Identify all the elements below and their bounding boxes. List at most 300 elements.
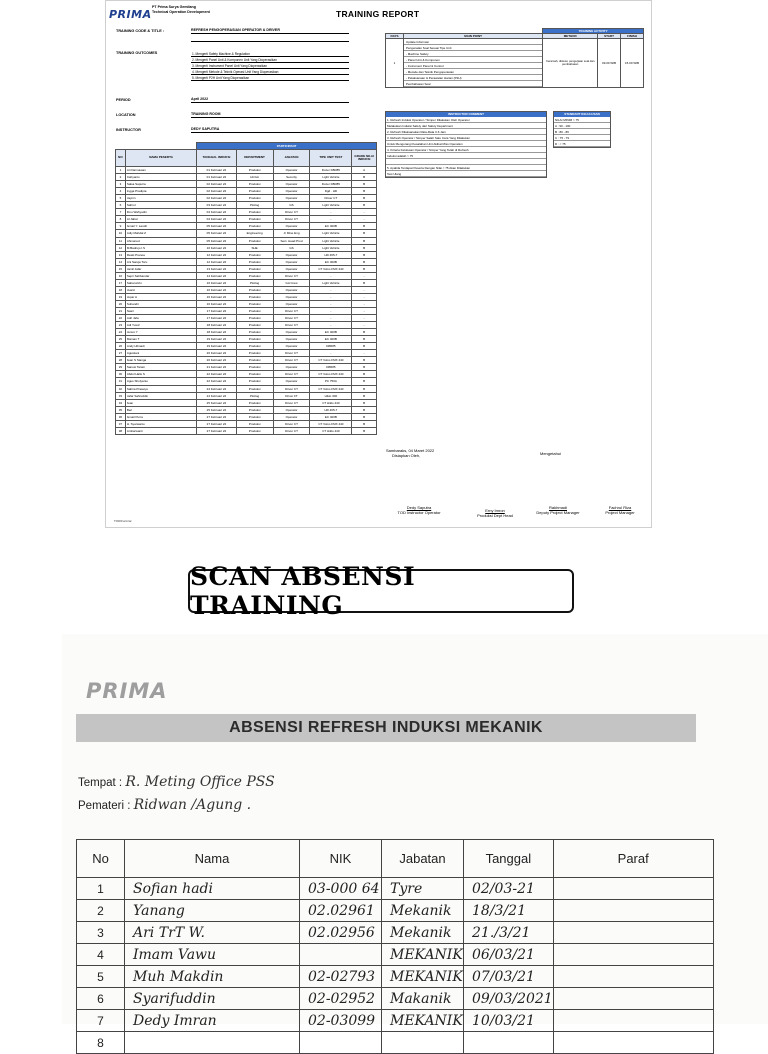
signature-role: TOD Instructor Operator — [397, 509, 441, 515]
participant-cell: 21 — [116, 307, 126, 314]
signature-name: Dedy Saputra — [406, 505, 432, 510]
participant-cell: B — [352, 336, 377, 343]
attendance-cell: 03-000 64 — [300, 878, 382, 900]
participant-cell: Operator — [273, 378, 310, 385]
participant-cell: Jr Mine Eng — [273, 230, 310, 237]
participant-cell: Operator — [273, 265, 310, 272]
participant-cell: 02 Februari 22 — [197, 181, 236, 188]
participant-cell: Light Vehicle — [310, 174, 352, 181]
paraf-signature — [553, 988, 713, 1010]
section-banner — [188, 562, 574, 620]
participant-cell: SHE — [236, 244, 273, 251]
activity-points — [403, 39, 542, 88]
participant-cell: Driver CT — [273, 209, 310, 216]
participant-cell: 17 Februari 22 — [197, 307, 236, 314]
attendance-title-bar — [76, 714, 696, 742]
participant-cell: 32 — [116, 385, 126, 392]
participant-cell: - — [310, 322, 352, 329]
outcomes-label: TRAINING OUTCOMES — [116, 51, 158, 55]
comment-line: 5. Apabila Terdapat Peserta Dengan Nilai < 75 Akan Dilakukan — [386, 165, 546, 171]
participant-cell: Produksi — [236, 357, 273, 364]
attendance-cell: 02.02956 — [300, 922, 382, 944]
col-no: No — [77, 840, 125, 878]
participant-cell: 13 Februari 22 — [197, 265, 236, 272]
participant-cell: 12 Februari 22 — [197, 251, 236, 258]
paraf-signature — [553, 1032, 713, 1054]
participant-cell: 01 Februari 22 — [197, 174, 236, 181]
participant-cell: 37 — [116, 420, 126, 427]
participant-cell: Produksi — [236, 307, 273, 314]
participant-cell: 05 Februari 22 — [197, 230, 236, 237]
participant-cell: Plotlog — [236, 392, 273, 399]
attendance-cell — [125, 1032, 300, 1054]
participant-cell: 25 — [116, 336, 126, 343]
signature-role: Deputy Project Manager — [536, 509, 580, 515]
participant-row — [116, 279, 377, 286]
signature-dept-head — [464, 509, 526, 519]
attendance-row — [77, 966, 714, 988]
participant-cell: Produksi — [236, 258, 273, 265]
participant-cell: Jamil Jafar — [125, 265, 196, 272]
tempat-value: R. Meting Office PSS — [125, 774, 275, 790]
comment-line: 3. Refresh Operator / Simper Salah Satu Cara Yang Dilakukan — [386, 135, 546, 141]
participant-cell: 17 Februari 22 — [197, 315, 236, 322]
participant-row — [116, 300, 377, 307]
participant-cell: 16 — [116, 272, 126, 279]
participant-cell: Adri Jafa — [125, 315, 196, 322]
activity-table — [385, 28, 644, 88]
participant-cell: Jenus Y — [125, 329, 196, 336]
attendance-cell — [300, 944, 382, 966]
attendance-cell: MEKANIK — [382, 944, 464, 966]
participant-cell: Plotlog — [236, 202, 273, 209]
standard-line: NILAI MINIM > 75 — [554, 117, 610, 123]
participant-cell: Plotlog — [236, 279, 273, 286]
participant-cell: 26 — [116, 343, 126, 350]
participant-cell: Produksi — [236, 216, 273, 223]
outcomes-list — [191, 51, 349, 81]
participant-cell: Ismail Purra — [125, 413, 196, 420]
participant-cell: 33 — [116, 392, 126, 399]
participant-cell: - — [310, 286, 352, 293]
standard-kelulusan — [553, 111, 611, 148]
outcome-item: 1. Mengerti Safety Machine & Regulation — [191, 51, 349, 57]
participant-cell: Ari Darmawan — [125, 167, 196, 174]
participant-cell: EC 400B — [310, 223, 352, 230]
participant-cell: Ismail Y. Landri — [125, 223, 196, 230]
participant-cell: Driver CT — [273, 307, 310, 314]
signature-name: Fachrul Riza — [608, 505, 632, 510]
participant-cell: 19 — [116, 293, 126, 300]
participant-cell: 18 — [116, 286, 126, 293]
participant-row — [116, 286, 377, 293]
form-code: TOD/Form/ar — [114, 519, 132, 523]
signature-name: Erny Imron — [485, 508, 505, 513]
participant-cell: B — [352, 420, 377, 427]
activity-start: 09.00 WIB — [598, 39, 621, 88]
training-report-page — [105, 0, 652, 528]
attendance-cell: 02.02961 — [300, 900, 382, 922]
participant-cell: Sanusi Taram — [125, 364, 196, 371]
participant-cell: 22 Februari 22 — [197, 371, 236, 378]
participant-cell: 27 — [116, 350, 126, 357]
participant-cell: - — [310, 216, 352, 223]
outcome-item: 5. Mengerti P2H Unit Yang Dioperasikan — [191, 75, 349, 81]
participant-cell: 20 Februari 22 — [197, 357, 236, 364]
period-label: PERIOD — [116, 98, 131, 102]
participant-cell: 22 Februari 22 — [197, 378, 236, 385]
participant-cell: Operator — [273, 258, 310, 265]
participant-cell: 04 Februari 22 — [197, 216, 236, 223]
attendance-cell: Mekanik — [382, 900, 464, 922]
participant-cell: Sahrul — [125, 202, 196, 209]
attendance-cell: 8 — [77, 1032, 125, 1054]
participant-cell: 24 Februari 22 — [197, 392, 236, 399]
participant-cell: 9 — [116, 223, 126, 230]
participant-cell: 12 — [116, 244, 126, 251]
attendance-cell — [300, 1032, 382, 1054]
attendance-row — [77, 944, 714, 966]
participant-cell: B — [352, 427, 377, 434]
attendance-cell: Ari TrT W. — [125, 922, 300, 944]
attendance-cell: Sofian hadi — [125, 878, 300, 900]
activity-point: - Instrument Panel & Kontrol — [404, 63, 542, 69]
comment-line: 2. Refresh Dilaksanakan Rata-Rata 3-6 Jam — [386, 129, 546, 135]
participant-row — [116, 195, 377, 202]
participant-row — [116, 392, 377, 399]
participant-cell: Produksi — [236, 385, 273, 392]
participant-row — [116, 350, 377, 357]
attendance-cell: 02-02952 — [300, 988, 382, 1010]
scanned-attendance-sheet — [62, 634, 768, 1050]
pemateri-label: Pemateri : — [78, 800, 131, 812]
participant-cell: M.Badrujo I.S — [125, 244, 196, 251]
attendance-table — [76, 839, 714, 1054]
participant-cell: 10 — [116, 230, 126, 237]
participant-cell: Driver CT — [310, 195, 352, 202]
participant-cell: Produksi — [236, 322, 273, 329]
participant-cell: EC 400B — [310, 329, 352, 336]
participant-cell: Operator — [273, 286, 310, 293]
attendance-cell: Muh Makdin — [125, 966, 300, 988]
participant-cell: 14 Februari 22 — [197, 272, 236, 279]
participant-cell: Iwan S Sianga — [125, 357, 196, 364]
participant-cell: 30 — [116, 371, 126, 378]
participant-cell: - — [352, 315, 377, 322]
attendance-row — [77, 922, 714, 944]
participant-header: GRADE NILAI INDUKSI — [352, 150, 377, 167]
participant-cell: B — [352, 413, 377, 420]
participant-cell: Suhandri — [125, 300, 196, 307]
participant-cell: Dozer D8R85 — [310, 181, 352, 188]
activity-point: - Pelaksanaan & Perawatan Harian (P2H) — [404, 75, 542, 81]
participant-row — [116, 223, 377, 230]
attendance-cell: Yanang — [125, 900, 300, 922]
comment-title: INSTRUCTOR COMMENT — [386, 112, 546, 117]
participant-cell: 21 Februari 22 — [197, 364, 236, 371]
paraf-signature — [553, 966, 713, 988]
participant-cell: 2 — [116, 174, 126, 181]
participant-cell: B — [352, 237, 377, 244]
instructor-label: INSTRUCTOR — [116, 128, 141, 132]
participant-header: NAMA PESERTA — [125, 150, 196, 167]
participant-cell: HCGA — [236, 174, 273, 181]
participant-cell: - — [310, 209, 352, 216]
participant-cell: 24 Februari 22 — [197, 385, 236, 392]
col-nama: Nama — [125, 840, 300, 878]
participant-cell: Operator — [273, 188, 310, 195]
participant-cell: - — [352, 216, 377, 223]
paraf-signature — [553, 1010, 713, 1032]
participant-cell: 35 — [116, 406, 126, 413]
participant-cell: Produksi — [236, 181, 273, 188]
participant-cell: Produksi — [236, 427, 273, 434]
participant-cell: Beri — [125, 406, 196, 413]
participant-header: TIPE UNIT TEST — [310, 150, 352, 167]
participant-cell: - — [310, 293, 352, 300]
attendance-cell: 2 — [77, 900, 125, 922]
participant-cell: Hiklo 300 — [310, 392, 352, 399]
participant-cell: - — [352, 322, 377, 329]
participant-cell: - — [352, 300, 377, 307]
attendance-row — [77, 988, 714, 1010]
attendance-cell: 3 — [77, 922, 125, 944]
participant-cell: 36 — [116, 413, 126, 420]
participant-cell: Driver FT — [273, 392, 310, 399]
participant-cell: B — [352, 244, 377, 251]
participant-cell: Operator — [273, 300, 310, 307]
participant-cell: B — [352, 188, 377, 195]
attendance-cell: MEKANIK — [382, 966, 464, 988]
participant-row — [116, 406, 377, 413]
participant-cell: Operator — [273, 343, 310, 350]
participant-cell: Driver CT — [273, 216, 310, 223]
participant-cell: D8R85 — [310, 343, 352, 350]
attendance-cell: 09/03/2021 — [464, 988, 554, 1010]
attendance-cell: 02/03-21 — [464, 878, 554, 900]
attendance-cell: MEKANIK — [382, 1010, 464, 1032]
participant-cell: Produksi — [236, 223, 273, 230]
participant-cell: CT Volvo FMX 440 — [310, 371, 352, 378]
code-value: REFRESH PENGOPERASIAN OPERATOR & DRIVER — [191, 28, 349, 34]
participant-cell: Ambarwanti — [125, 427, 196, 434]
participant-cell: Produksi — [236, 399, 273, 406]
prima-logo-scan: PRIMA — [86, 679, 168, 703]
participant-cell: Produksi — [236, 350, 273, 357]
participant-cell: Abdul Halis S — [125, 371, 196, 378]
participant-row — [116, 174, 377, 181]
participant-cell: B — [352, 406, 377, 413]
activity-header-main-point: MAIN POINT — [403, 34, 542, 39]
participant-cell: 20 Februari 22 — [197, 350, 236, 357]
activity-day: 1 — [386, 39, 404, 88]
participant-cell: Produksi — [236, 237, 273, 244]
participant-cell: Produksi — [236, 188, 273, 195]
participant-cell: CT Volvo FMX 440 — [310, 265, 352, 272]
participant-cell: 31 — [116, 378, 126, 385]
comment-line: 4. Kriteria Kelulusan Operator / Simper Yang Telah di Refresh — [386, 147, 546, 153]
participant-cell: Produksi — [236, 336, 273, 343]
standard-line: C : 75 - 79 — [554, 135, 610, 141]
participant-cell: 18 Februari 22 — [197, 322, 236, 329]
participant-cell: 19 Februari 22 — [197, 343, 236, 350]
participant-cell: 34 — [116, 399, 126, 406]
participant-cell: Operator — [273, 329, 310, 336]
participant-cell: Sect. Head Prod — [273, 237, 310, 244]
attendance-cell: Tyre — [382, 878, 464, 900]
participant-row — [116, 181, 377, 188]
participant-cell: Cahyanto — [125, 174, 196, 181]
attendance-cell: Imam Vawu — [125, 944, 300, 966]
participant-cell: B — [352, 258, 377, 265]
pemateri-line — [78, 797, 251, 813]
participant-cell: Operator — [273, 167, 310, 174]
participant-cell: 13 — [116, 251, 126, 258]
participant-cell: 10 Februari 22 — [197, 244, 236, 251]
participant-cell: 3 — [116, 181, 126, 188]
participant-cell: 18 Februari 22 — [197, 329, 236, 336]
participant-cell: 29 — [116, 364, 126, 371]
participant-cell: Produksi — [236, 329, 273, 336]
comment-line: Test Ulang — [386, 171, 546, 177]
participant-cell: Produksi — [236, 286, 273, 293]
pemateri-value: Ridwan /Agung . — [133, 797, 252, 813]
participant-cell: Driver CT — [273, 322, 310, 329]
participant-cell: B — [352, 195, 377, 202]
company-name: PT Prima Surya Gemilang — [152, 5, 196, 9]
participant-cell: Light Vehicle — [310, 202, 352, 209]
participant-cell: CT Volvo FMX 440 — [310, 385, 352, 392]
participant-cell: Andy Hilmadi — [125, 343, 196, 350]
participant-cell: B — [352, 364, 377, 371]
participant-cell: Operator — [273, 195, 310, 202]
participant-cell: 16 Februari 22 — [197, 293, 236, 300]
activity-point: - Panel Unit & Komponen — [404, 57, 542, 63]
participant-cell: Produksi — [236, 265, 273, 272]
company-division: Technical Operation Development — [152, 9, 210, 14]
participant-cell: Produksi — [236, 378, 273, 385]
participant-cell: Produksi — [236, 413, 273, 420]
participant-header: JABATAN — [273, 150, 310, 167]
attendance-cell: Syarifuddin — [125, 988, 300, 1010]
participant-row — [116, 265, 377, 272]
participant-cell: EC 400B — [310, 336, 352, 343]
participant-cell: Produksi — [236, 167, 273, 174]
tempat-label: Tempat : — [78, 777, 123, 789]
participant-cell: Produksi — [236, 300, 273, 307]
participant-row — [116, 364, 377, 371]
participant-cell: B — [352, 181, 377, 188]
participant-header: DEPARTMENT — [236, 150, 273, 167]
participant-row — [116, 427, 377, 434]
comment-line: Untuk Mengurangi Kesalahan Unit Akibat Miss Operation — [386, 141, 546, 147]
standard-line: A : 90 - 100 — [554, 123, 610, 129]
activity-point: - Machine Safety — [404, 51, 542, 57]
participant-row — [116, 329, 377, 336]
attendance-cell: Mekanik — [382, 922, 464, 944]
col-paraf: Paraf — [553, 840, 713, 878]
participant-table — [115, 142, 377, 435]
participant-cell: Iwan — [125, 399, 196, 406]
participant-cell: Saharuzzin — [125, 279, 196, 286]
code-label: TRAINING CODE & TITLE : — [116, 29, 165, 33]
col-tanggal: Tanggal — [464, 840, 554, 878]
participant-cell: Jafar Sahruddin — [125, 392, 196, 399]
participant-cell: 23 — [116, 322, 126, 329]
participant-cell: 27 Februari 22 — [197, 427, 236, 434]
participant-row — [116, 399, 377, 406]
participant-cell: Sepri Sahbandar — [125, 272, 196, 279]
participant-cell: Ingga Pradipta — [125, 188, 196, 195]
standard-line: B : 80 - 89 — [554, 129, 610, 135]
participant-cell: Operator — [273, 181, 310, 188]
participant-cell: 03 Februari 22 — [197, 202, 236, 209]
participant-cell: 02 Februari 22 — [197, 188, 236, 195]
attendance-cell: Makanik — [382, 988, 464, 1010]
participant-cell: Produksi — [236, 315, 273, 322]
participant-cell: Driver CT — [273, 399, 310, 406]
comment-line: Melakukan Induksi Safety dari Safety Department — [386, 123, 546, 129]
participant-row — [116, 209, 377, 216]
participant-cell: Driver CT — [273, 350, 310, 357]
prima-logo: PRIMA — [109, 8, 152, 21]
comment-line: 1. Refresh Induksi Operator / Simper Dilakukan Oleh Operator — [386, 117, 546, 123]
standard-line: D : < 75 — [554, 141, 610, 147]
participant-cell: 05 Februari 22 — [197, 223, 236, 230]
participant-cell: Al Jabar — [125, 216, 196, 223]
participant-cell: Driver CT — [273, 420, 310, 427]
participant-cell: Salsa Saputra — [125, 181, 196, 188]
activity-header-method: METHOD — [543, 34, 598, 39]
participant-cell: - — [352, 350, 377, 357]
participant-row — [116, 244, 377, 251]
participant-cell: B — [352, 385, 377, 392]
participant-cell: Adiy Mahdal Z — [125, 230, 196, 237]
participant-cell: - — [310, 315, 352, 322]
activity-header-finish: FINISH — [621, 34, 644, 39]
participant-cell: Produksi — [236, 343, 273, 350]
participant-cell: 19 Februari 22 — [197, 336, 236, 343]
participant-row — [116, 307, 377, 314]
attendance-cell: 06/03/21 — [464, 944, 554, 966]
participant-row — [116, 216, 377, 223]
attendance-row — [77, 900, 714, 922]
participant-cell: D8R85 — [310, 364, 352, 371]
attendance-cell: 6 — [77, 988, 125, 1010]
participant-cell: Dgd . HD — [310, 188, 352, 195]
participant-cell: Light Vehicle — [310, 237, 352, 244]
participant-cell: CT Hiklo 440 — [310, 427, 352, 434]
participant-cell: B — [352, 343, 377, 350]
attendance-cell — [464, 1032, 554, 1054]
signature-deputy-pm — [526, 506, 590, 516]
participant-cell: Juanit — [125, 286, 196, 293]
participant-cell: B — [352, 202, 377, 209]
participant-row — [116, 413, 377, 420]
participant-row — [116, 322, 377, 329]
participant-cell: Operator — [273, 406, 310, 413]
participant-cell: Nasir — [125, 307, 196, 314]
activity-point: - Metode dan Teknik Pengoperasian — [404, 69, 542, 75]
place-date-text: Sambaraks, 04 Maret 2022 — [386, 448, 435, 453]
participant-cell: 16 Februari 22 — [197, 286, 236, 293]
participant-cell: H. Syarwanto — [125, 420, 196, 427]
outcome-item: 3. Mengerti Instrument Panel Unit Yang Dioperasikan — [191, 63, 349, 69]
participant-cell: Operator — [273, 223, 310, 230]
attendance-cell: 02-02793 — [300, 966, 382, 988]
participant-cell: Produksi — [236, 272, 273, 279]
participant-cell: - — [310, 272, 352, 279]
